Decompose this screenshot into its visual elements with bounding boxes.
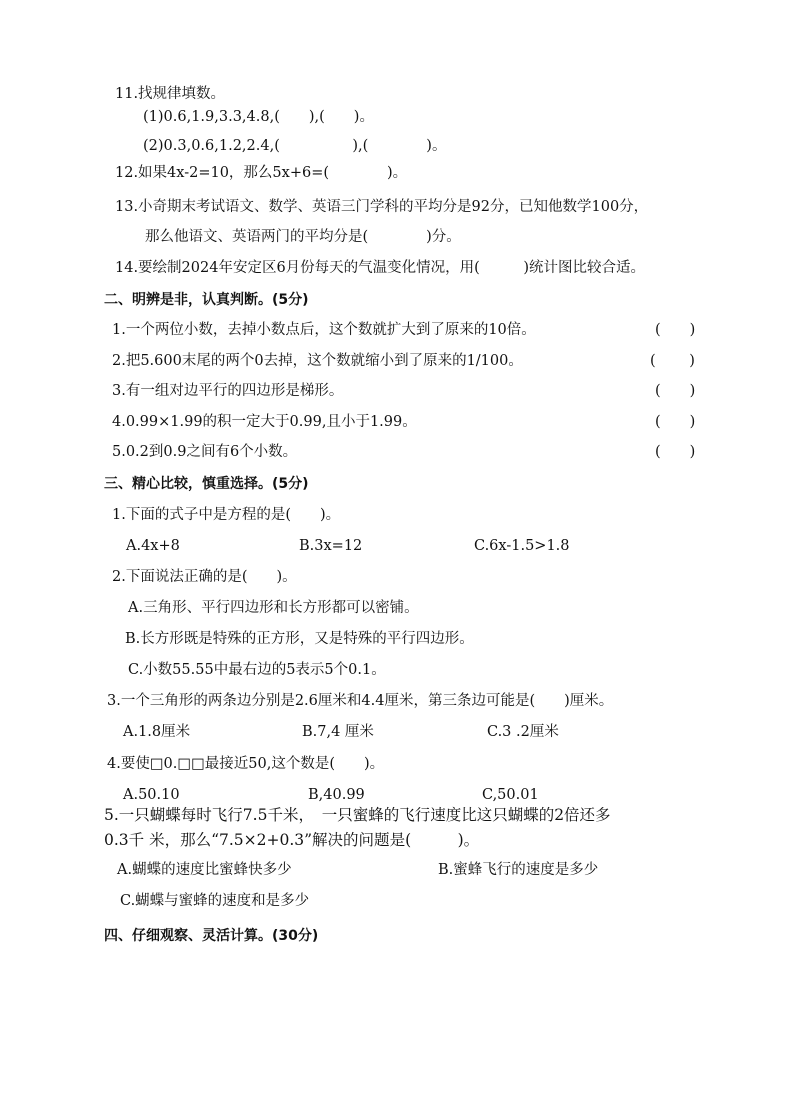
section3-heading: 三、精心比较，慎重选择。(5分) (104, 476, 309, 492)
q11-title: 11.找规律填数。 (115, 86, 226, 102)
choice-q1-c[interactable]: C.6x-1.5>1.8 (474, 538, 570, 554)
judge-paren-4[interactable]: ( ) (655, 414, 696, 430)
judge-item-3: 3.有一组对边平行的四边形是梯形。 (112, 383, 344, 399)
judge-item-4: 4.0.99×1.99的积一定大于0.99,且小于1.99。 (112, 414, 417, 430)
choice-q4-c[interactable]: C,50.01 (482, 787, 539, 803)
judge-item-2: 2.把5.600末尾的两个0去掉，这个数就缩小到了原来的1/100。 (112, 353, 523, 369)
judge-paren-1[interactable]: ( ) (655, 322, 696, 338)
choice-q5-line2: 0.3千 米，那么“7.5×2+0.3”解决的问题是( )。 (104, 831, 480, 849)
section2-heading: 二、明辨是非，认真判断。(5分) (104, 292, 309, 308)
choice-q1-b[interactable]: B.3x=12 (299, 538, 363, 554)
q13-line2: 那么他语文、英语两门的平均分是( )分。 (145, 229, 461, 245)
choice-q3-a[interactable]: A.1.8厘米 (123, 724, 191, 740)
choice-q2-c[interactable]: C.小数55.55中最右边的5表示5个0.1。 (128, 662, 386, 678)
choice-q5-a[interactable]: A.蝴蝶的速度比蜜蜂快多少 (117, 862, 292, 878)
choice-q1-stem: 1.下面的式子中是方程的是( )。 (112, 507, 341, 523)
q12: 12.如果4x-2=10，那么5x+6=( )。 (115, 165, 408, 181)
choice-q3-c[interactable]: C.3 .2厘米 (487, 724, 559, 740)
judge-paren-2[interactable]: ( ) (650, 353, 695, 369)
q11-part1: (1)0.6,1.9,3.3,4.8,( ),( )。 (143, 109, 374, 125)
choice-q3-b[interactable]: B.7,4 厘米 (302, 724, 374, 740)
choice-q5-c[interactable]: C.蝴蝶与蜜蜂的速度和是多少 (120, 893, 310, 909)
q14: 14.要绘制2024年安定区6月份每天的气温变化情况，用( )统计图比较合适。 (115, 260, 645, 276)
choice-q2-a[interactable]: A.三角形、平行四边形和长方形都可以密铺。 (128, 600, 419, 616)
choice-q3-stem: 3.一个三角形的两条边分别是2.6厘米和4.4厘米，第三条边可能是( )厘米。 (107, 693, 614, 709)
choice-q1-a[interactable]: A.4x+8 (126, 538, 180, 554)
section4-heading: 四、仔细观察、灵活计算。(30分) (104, 928, 319, 944)
choice-q4-stem: 4.要使□0.□□最接近50,这个数是( )。 (107, 756, 385, 772)
q13-line1: 13.小奇期末考试语文、数学、英语三门学科的平均分是92分，已知他数学100分， (115, 199, 649, 215)
judge-paren-3[interactable]: ( ) (655, 383, 696, 399)
choice-q2-stem: 2.下面说法正确的是( )。 (112, 569, 297, 585)
judge-item-5: 5.0.2到0.9之间有6个小数。 (112, 444, 298, 460)
choice-q5-b[interactable]: B.蜜蜂飞行的速度是多少 (438, 862, 599, 878)
choice-q5-line1: 5.一只蝴蝶每时飞行7.5千米， 一只蜜蜂的飞行速度比这只蝴蝶的2倍还多 (104, 806, 611, 824)
choice-q4-b[interactable]: B,40.99 (308, 787, 365, 803)
judge-item-1: 1.一个两位小数，去掉小数点后，这个数就扩大到了原来的10倍。 (112, 322, 536, 338)
choice-q2-b[interactable]: B.长方形既是特殊的正方形，又是特殊的平行四边形。 (125, 631, 474, 647)
choice-q4-a[interactable]: A.50.10 (123, 787, 180, 803)
q11-part2: (2)0.3,0.6,1.2,2.4,( ),( )。 (143, 138, 447, 154)
judge-paren-5[interactable]: ( ) (655, 444, 696, 460)
